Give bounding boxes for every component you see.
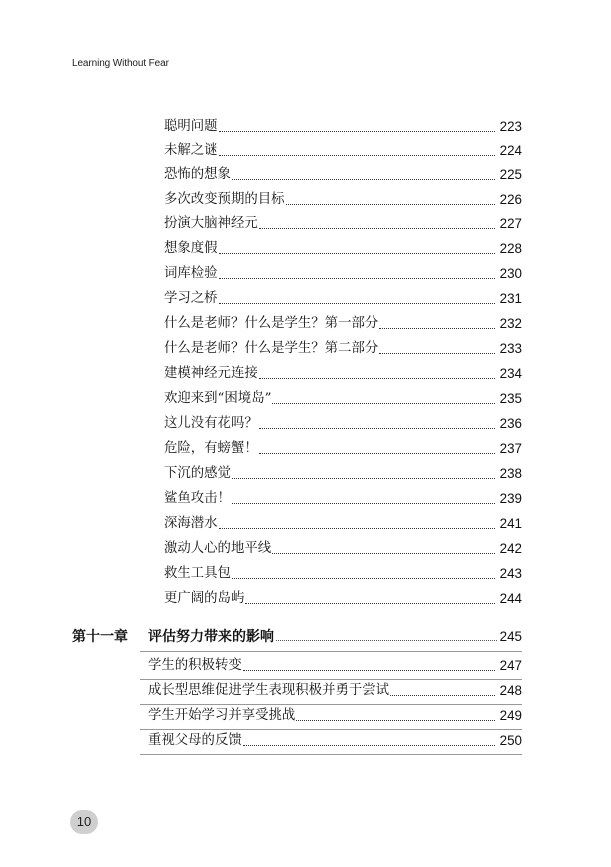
toc-entry-title: 建模神经元连接: [164, 366, 258, 381]
toc-entry-title: 激动人心的地平线: [164, 541, 272, 556]
toc-entry-page: 230: [499, 266, 522, 281]
dot-leader: [219, 154, 495, 156]
toc-entry-title: 欢迎来到“困境岛”: [164, 391, 272, 406]
toc-entry-page: 247: [499, 658, 522, 673]
toc-entry: [148, 655, 522, 677]
toc-entry-title: 学习之桥: [164, 291, 218, 306]
toc-entry: [164, 288, 522, 310]
toc-entry-title: 鲨鱼攻击！: [164, 491, 231, 506]
toc-entry: [164, 588, 522, 610]
dot-leader: [379, 327, 495, 329]
dot-leader: [296, 719, 495, 721]
dot-leader: [259, 377, 495, 379]
toc-entry-page: 228: [499, 241, 522, 256]
toc-entry: [164, 313, 522, 335]
toc-entry: [164, 513, 522, 535]
toc-entry-title: 成长型思维促进学生表现积极并勇于尝试: [148, 683, 390, 698]
toc-entry-page: 241: [499, 516, 522, 531]
toc-entry-page: 250: [499, 733, 522, 748]
chapter-number: 第十一章: [72, 629, 128, 645]
toc-entry-title: 什么是老师？什么是学生？第一部分: [164, 316, 379, 331]
toc-entry-page: 237: [499, 441, 522, 456]
dot-leader: [219, 277, 495, 279]
toc-entry-page: 223: [499, 119, 522, 134]
dot-leader: [232, 477, 495, 479]
toc-entry-title: 什么是老师？什么是学生？第二部分: [164, 341, 379, 356]
toc-entry-page: 226: [499, 192, 522, 207]
toc-entry-title: 多次改变预期的目标: [164, 192, 285, 207]
toc-entry-title: 下沉的感觉: [164, 466, 231, 481]
dot-leader: [232, 577, 495, 579]
toc-entry-page: 249: [499, 708, 522, 723]
dot-leader: [259, 427, 495, 429]
toc-entry-page: 239: [499, 491, 522, 506]
dot-leader: [272, 402, 495, 404]
dot-leader: [259, 452, 495, 454]
running-head: Learning Without Fear: [72, 58, 169, 69]
toc-entry: [164, 338, 522, 360]
toc-entry-page: 232: [499, 316, 522, 331]
toc-entry-title: 想象度假: [164, 241, 218, 256]
dot-leader: [245, 602, 495, 604]
toc-entry: [164, 363, 522, 385]
toc-entry: [164, 388, 522, 410]
toc-entry-title: 这儿没有花吗？: [164, 416, 258, 431]
toc-entry: [164, 488, 522, 510]
toc-entry-page: 224: [499, 143, 522, 158]
divider-line: [140, 754, 522, 755]
dot-leader: [219, 527, 495, 529]
toc-entry-page: 244: [499, 591, 522, 606]
toc-entry: [164, 116, 522, 138]
toc-entry-title: 词库检验: [164, 266, 218, 281]
toc-entry-page: 243: [499, 566, 522, 581]
toc-entry-title: 重视父母的反馈: [148, 733, 242, 748]
toc-entry: [164, 263, 522, 285]
toc-entry: [164, 413, 522, 435]
toc-entry-page: 234: [499, 366, 522, 381]
dot-leader: [390, 694, 495, 696]
toc-entry-title: 救生工具包: [164, 566, 231, 581]
toc-entry-page: 233: [499, 341, 522, 356]
toc-entry-title: 未解之谜: [164, 143, 218, 158]
page-number-badge: 10: [70, 810, 98, 834]
dot-leader: [243, 669, 495, 671]
toc-entry: [148, 680, 522, 702]
toc-entry-title: 更广阔的岛屿: [164, 591, 245, 606]
toc-entry-page: 248: [499, 683, 522, 698]
toc-entry: [164, 563, 522, 585]
chapter-title: 评估努力带来的影响: [148, 629, 274, 645]
toc-entry-title: 学生的积极转变: [148, 658, 242, 673]
dot-leader: [243, 744, 495, 746]
toc-entry: [164, 463, 522, 485]
dot-leader: [219, 130, 495, 132]
toc-entry-title: 学生开始学习并享受挑战: [148, 708, 296, 723]
toc-entry-page: 225: [499, 167, 522, 182]
toc-entry: [164, 189, 522, 211]
toc-entry-page: 235: [499, 391, 522, 406]
toc-entry-page: 238: [499, 466, 522, 481]
toc-entry: [164, 438, 522, 460]
toc-entry-page: 242: [499, 541, 522, 556]
chapter-heading: [72, 624, 522, 648]
dot-leader: [379, 352, 495, 354]
toc-entry-page: 236: [499, 416, 522, 431]
toc-entry: [164, 140, 522, 162]
dot-leader: [232, 178, 495, 180]
toc-entry: [164, 538, 522, 560]
toc-entry-page: 231: [499, 291, 522, 306]
toc-entry-title: 深海潜水: [164, 516, 218, 531]
toc-entry-page: 227: [499, 216, 522, 231]
toc-entry: [164, 164, 522, 186]
chapter-page: 245: [499, 628, 522, 644]
dot-leader: [286, 203, 495, 205]
toc-entry-title: 聪明问题: [164, 119, 218, 134]
toc-entry: [164, 213, 522, 235]
dot-leader: [219, 252, 495, 254]
toc-entry: [164, 238, 522, 260]
toc-entry-title: 扮演大脑神经元: [164, 216, 258, 231]
dot-leader: [232, 502, 495, 504]
toc-entry-title: 危险，有螃蟹！: [164, 441, 258, 456]
dot-leader: [276, 640, 497, 641]
toc-entry: [148, 705, 522, 727]
toc-entry-title: 恐怖的想象: [164, 167, 231, 182]
dot-leader: [219, 302, 495, 304]
dot-leader: [272, 552, 495, 554]
divider-line: [140, 651, 522, 652]
dot-leader: [259, 227, 495, 229]
toc-entry: [148, 730, 522, 752]
